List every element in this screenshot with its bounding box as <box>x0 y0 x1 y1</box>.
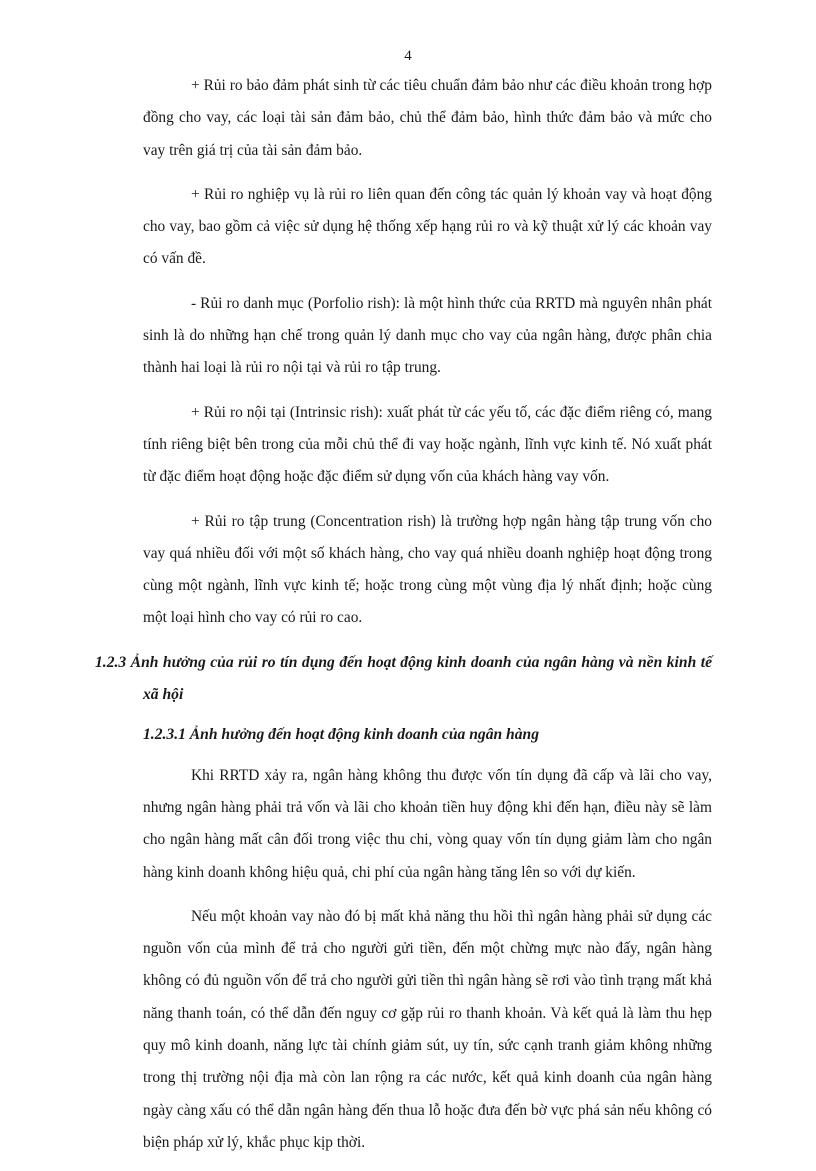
page-number: 4 <box>404 48 412 64</box>
paragraph-portfolio-risk: - Rủi ro danh mục (Porfolio rish): là một hình thức của RRTD mà nguyên nhân phát sinh là do những hạn chế trong quản lý danh mục cho vay của ngân hàng, được phân chia thành hai loại là rủi ro nội tại và rủi ro tập trung. <box>143 294 712 377</box>
paragraph-impact-1: Khi RRTD xảy ra, ngân hàng không thu được vốn tín dụng đã cấp và lãi cho vay, nhưng ngân hàng phải trả vốn và lãi cho khoản tiền huy động khi đến hạn, điều này sẽ làm cho ngân hàng mất cân đối trong việc thu chi, vòng quay vốn tín dụng giảm làm cho ngân hàng kinh doanh không hiệu quả, chi phí của ngân hàng tăng lên so với dự kiến. <box>143 766 712 881</box>
subsection-heading: 1.2.3.1 Ảnh hưởng đến hoạt động kinh doanh của ngân hàng <box>143 726 539 744</box>
document-body <box>95 70 712 1171</box>
paragraph-concentration-risk: + Rủi ro tập trung (Concentration rish) là trường hợp ngân hàng tập trung vốn cho vay quá nhiều đối với một số khách hàng, cho vay quá nhiều doanh nghiệp hoạt động trong cùng một ngành, lĩnh vực kinh tế; hoặc trong cùng một vùng địa lý nhất định; hoặc cùng một loại hình cho vay có rủi ro cao. <box>143 512 712 627</box>
paragraph-intrinsic-risk: + Rủi ro nội tại (Intrinsic rish): xuất phát từ các yếu tố, các đặc điểm riêng có, mang tính riêng biệt bên trong của mỗi chủ thể đi vay hoặc ngành, lĩnh vực kinh tế. Nó xuất phát từ đặc điểm hoạt động hoặc đặc điểm sử dụng vốn của khách hàng vay vốn. <box>143 403 712 486</box>
paragraph-operational-risk: + Rủi ro nghiệp vụ là rủi ro liên quan đến công tác quản lý khoản vay và hoạt động cho vay, bao gồm cả việc sử dụng hệ thống xếp hạng rủi ro và kỹ thuật xử lý các khoản vay có vấn đề. <box>143 185 712 268</box>
section-heading: 1.2.3 Ảnh hưởng của rủi ro tín dụng đến hoạt động kinh doanh của ngân hàng và nền kinh tế xã hội <box>95 653 712 704</box>
paragraph-collateral-risk: + Rủi ro bảo đảm phát sinh từ các tiêu chuẩn đảm bảo như các điều khoản trong hợp đồng cho vay, các loại tài sản đảm bảo, chủ thể đảm bảo, hình thức đảm bảo và mức cho vay trên giá trị của tài sản đảm bảo. <box>143 77 712 159</box>
paragraph-impact-2: Nếu một khoản vay nào đó bị mất khả năng thu hồi thì ngân hàng phải sử dụng các nguồn vốn của mình để trả cho người gửi tiền, đến một chừng mực nào đấy, ngân hàng không có đủ nguồn vốn để trả cho người gửi tiền thì ngân hàng sẽ rơi vào tình trạng mất khả năng thanh toán, có thể dẫn đến nguy cơ gặp rủi ro thanh khoản. Và kết quả là làm thu hẹp quy mô kinh doanh, năng lực tài chính giảm sút, uy tín, sức cạnh tranh giảm không những trong thị trường nội địa mà còn lan rộng ra các nước, kết quả kinh doanh của ngân hàng ngày càng xấu có thể dẫn ngân hàng đến thua lỗ hoặc đưa đến bờ vực phá sản nếu không có biện pháp xử lý, khắc phục kịp thời. <box>143 907 712 1151</box>
